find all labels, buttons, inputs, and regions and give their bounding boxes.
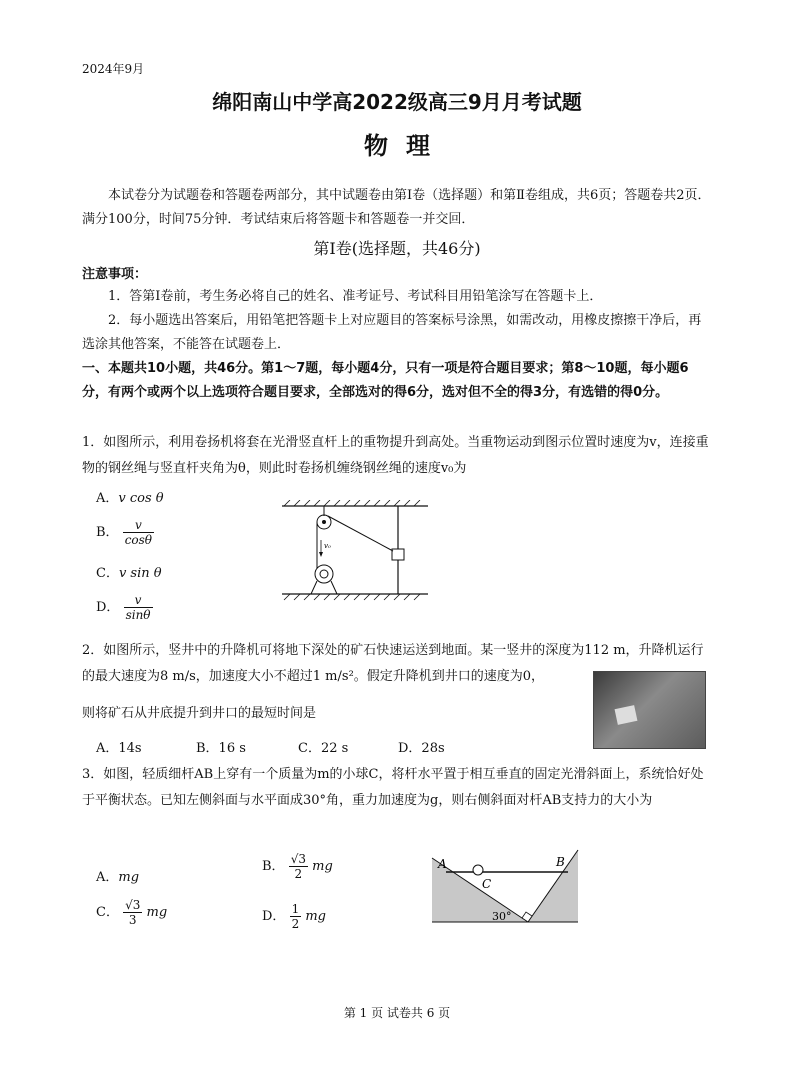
- q1-option-b: [96, 518, 154, 547]
- q3-option-a: [96, 866, 139, 885]
- intro-paragraph: 本试卷分为试题卷和答题卷两部分，其中试题卷由第Ⅰ卷（选择题）和第Ⅱ卷组成，共6页；答题卷共2页．满分100分，时间75分钟．考试结束后将答题卡和答题卷一并交回．: [82, 188, 711, 227]
- section-heading: 第Ⅰ卷(选择题，共46分): [313, 239, 481, 258]
- unit: mg: [312, 859, 333, 874]
- numerator: √3: [125, 898, 141, 912]
- page-footer: 第 1 页 试卷共 6 页: [343, 1006, 451, 1020]
- mine-shaft-photo: [593, 671, 706, 749]
- option-label: B．: [96, 525, 119, 540]
- numerator: v: [124, 593, 153, 608]
- label-a: A: [438, 857, 447, 871]
- steel-rope: [328, 516, 393, 551]
- option-label: D．: [96, 600, 120, 615]
- q2-stem-part1: 2．如图所示，竖井中的升降机可将地下深处的矿石快速运送到地面。某一竖井的深度为112 m，升降机运行的最大速度为8 m/s，加速度大小不超过1 m/s²。假定升降机到井口的速度为0，: [82, 643, 704, 684]
- q1-option-a: [96, 487, 164, 506]
- numerator: √3: [290, 852, 306, 866]
- denominator: 2: [291, 917, 300, 931]
- question-1-stem: 1．如图所示，利用卷扬机将套在光滑竖直杆上的重物提升到高处。当重物运动到图示位置时速度为v，连接重物的钢丝绳与竖直杆夹角为θ，则此时卷扬机缠绕钢丝绳的速度v₀为: [82, 435, 709, 476]
- numerator: 1: [291, 902, 300, 916]
- option-label: C．: [96, 905, 119, 920]
- fraction: [290, 902, 302, 931]
- notice-item-1: 1．答第Ⅰ卷前，考生务必将自己的姓名、准考证号、考试科目用铅笔涂写在答题卡上．: [108, 289, 603, 304]
- fraction: [123, 898, 142, 927]
- angle-label: 30°: [492, 910, 512, 923]
- option-label: A．: [96, 491, 119, 506]
- q2-option-b: B．16 s: [196, 741, 246, 756]
- notice-item-2: 2．每小题选出答案后，用铅笔把答题卡上对应题目的答案标号涂黑，如需改动，用橡皮擦擦干净后，再选涂其他答案，不能答在试题卷上．: [82, 313, 702, 352]
- denominator: cosθ: [124, 533, 153, 547]
- option-label: D．: [262, 909, 286, 924]
- subject-title: 物理: [364, 132, 448, 160]
- option-text: v sin θ: [118, 566, 162, 581]
- ceiling-hatch: [284, 500, 420, 506]
- v0-label: v₀: [324, 542, 331, 550]
- unit: mg: [146, 905, 168, 920]
- q3-option-b: [262, 852, 333, 881]
- q2-option-c: C．22 s: [298, 741, 349, 756]
- option-label: A．: [96, 870, 119, 885]
- fraction: [289, 852, 308, 881]
- fraction: [124, 593, 153, 622]
- unit: mg: [305, 909, 327, 924]
- question-3-stem: 3．如图，轻质细杆AB上穿有一个质量为m的小球C，将杆水平置于相互垂直的固定光滑斜面上，系统恰好处于平衡状态。已知左侧斜面与水平面成30°角，重力加速度为g，则右侧斜面对杆AB支持力的大小为: [82, 767, 704, 808]
- floor-hatch: [284, 594, 420, 600]
- exam-title: 绵阳南山中学高2022级高三9月月考试题: [212, 90, 582, 114]
- winch-leg-right: [331, 581, 337, 594]
- q2-option-d: D．28s: [398, 741, 445, 756]
- shaft-wall: [593, 671, 706, 749]
- denominator: sinθ: [125, 608, 151, 622]
- option-label: C．: [96, 566, 119, 581]
- notice-heading: 注意事项：: [82, 267, 148, 282]
- q3-option-d: [262, 902, 326, 931]
- option-label: B．: [262, 859, 285, 874]
- pulley-axle: [322, 520, 326, 524]
- denominator: 2: [294, 867, 303, 881]
- q1-option-c: [96, 562, 162, 581]
- question-2-stem-end: 则将矿石从井底提升到井口的最短时间是: [82, 706, 317, 721]
- q1-winch-figure: [280, 500, 430, 604]
- q3-incline-figure: [428, 848, 584, 924]
- part-instructions: 一、本题共10小题，共46分。第1～7题，每小题4分，只有一项是符合题目要求；第8～10题，每小题6分，有两个或两个以上选项符合题目要求，全部选对的得6分，选对但不全的得3分，有选错的得0分。: [82, 361, 689, 400]
- q1-option-d: [96, 593, 153, 622]
- numerator: v: [123, 518, 154, 533]
- option-text: mg: [118, 870, 140, 885]
- ball-c: [473, 865, 483, 875]
- exam-date: 2024年9月: [82, 62, 145, 76]
- right-angle-mark: [522, 912, 532, 918]
- q3-option-c: [96, 898, 167, 927]
- option-text: v cos θ: [118, 491, 164, 506]
- arrow-head: [319, 552, 323, 557]
- label-b: B: [556, 855, 565, 869]
- label-c: C: [482, 877, 492, 891]
- winch-hub: [320, 570, 328, 578]
- fraction: [123, 518, 154, 547]
- winch-drum: [315, 565, 333, 583]
- winch-leg-left: [311, 581, 317, 594]
- weight-block: [392, 549, 404, 560]
- denominator: 3: [128, 913, 137, 927]
- q2-option-a: A．14s: [96, 741, 142, 756]
